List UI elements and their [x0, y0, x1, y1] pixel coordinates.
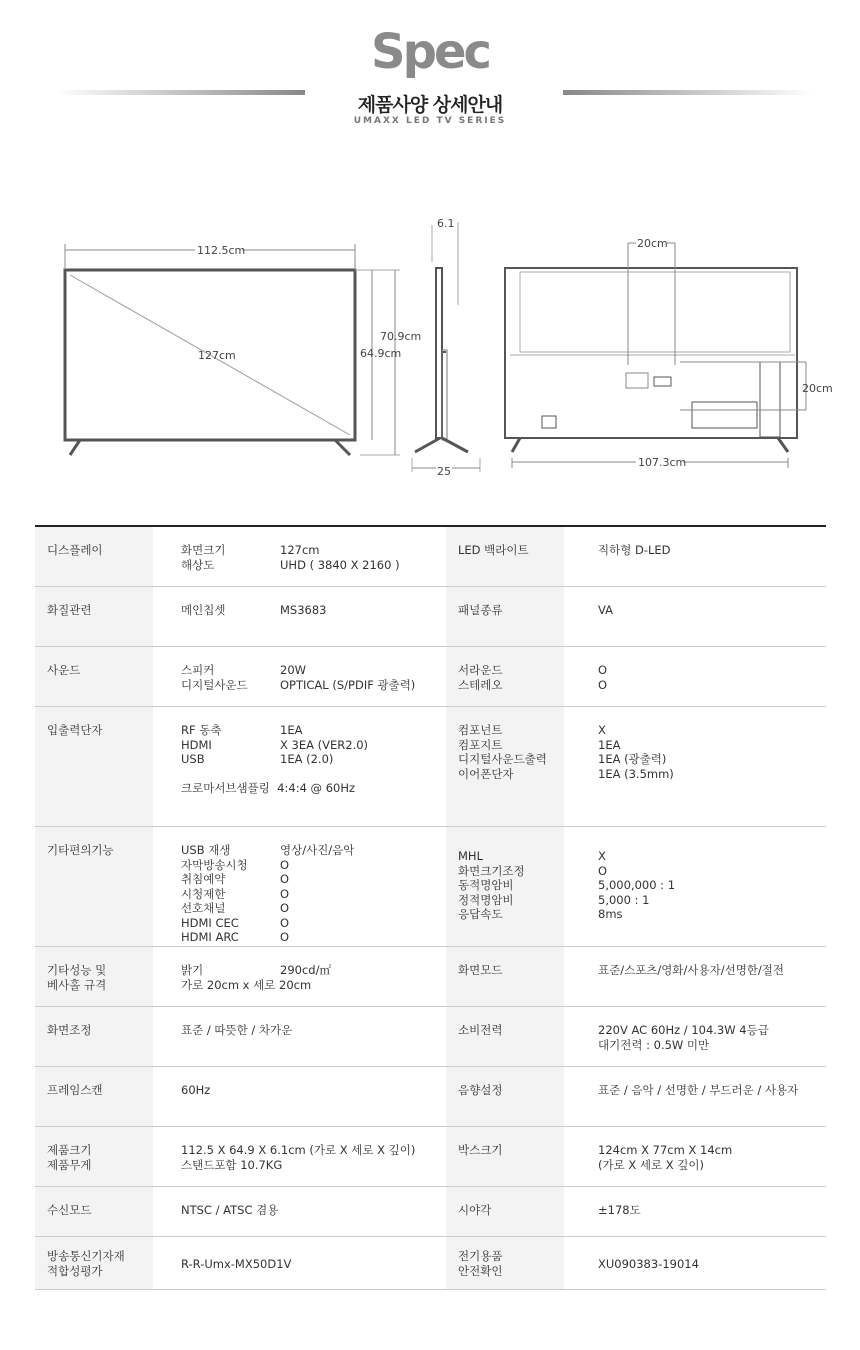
spec-value-line	[181, 752, 446, 767]
spec-value	[153, 947, 446, 1006]
spec-row	[35, 1237, 826, 1290]
spec-value2	[564, 1067, 826, 1126]
spec-value-line	[181, 1023, 446, 1038]
spec-label-text: 음향설정	[458, 1083, 503, 1097]
spec-key: 스피커	[181, 663, 215, 677]
spec-label	[35, 587, 153, 646]
spec-row	[35, 827, 826, 947]
spec-val: 290cd/㎡	[280, 963, 331, 977]
spec-value-line	[181, 930, 446, 945]
spec-label-text: MHL	[458, 849, 483, 863]
spec-gap	[181, 767, 446, 781]
spec-value-line	[181, 1143, 446, 1158]
spec-label-text: 적합성평가	[47, 1263, 103, 1278]
spec-label	[35, 1187, 153, 1236]
spec-table	[35, 525, 826, 1290]
spec-value2-line: 대기전력 : 0.5W 미만	[598, 1037, 710, 1052]
spec-value2	[564, 647, 826, 706]
side-foot-left	[415, 438, 440, 452]
spec-row	[35, 587, 826, 647]
spec-row	[35, 1127, 826, 1187]
spec-val: O	[280, 872, 290, 886]
spec-value-line	[181, 543, 446, 558]
spec-label-text: 컴포넌트	[458, 723, 503, 737]
spec-value-line	[181, 723, 446, 738]
spec-value2-line: VA	[598, 603, 613, 617]
spec-label2	[446, 1067, 564, 1126]
spec-value2	[564, 1237, 826, 1289]
spec-value2-line: O	[598, 863, 608, 878]
spec-label-text: 시야각	[458, 1203, 492, 1217]
spec-val: 1EA	[280, 723, 303, 737]
spec-val: X 3EA (VER2.0)	[280, 737, 369, 752]
spec-logo: Spec	[371, 24, 489, 80]
spec-value-line	[181, 916, 446, 931]
spec-row	[35, 647, 826, 707]
spec-value	[153, 827, 446, 946]
spec-value-line	[181, 1083, 446, 1098]
spec-value-line	[181, 963, 446, 978]
page-title: 제품사양 상세안내	[357, 94, 503, 116]
spec-label2	[446, 947, 564, 1006]
back-port	[654, 377, 671, 386]
back-frame	[505, 268, 797, 438]
spec-key: USB	[181, 752, 205, 766]
spec-key: 112.5 X 64.9 X 6.1cm (가로 X 세로 X 깊이)	[181, 1143, 416, 1157]
spec-label	[35, 647, 153, 706]
back-side-ports	[760, 362, 780, 437]
total-height-label: 70.9cm	[380, 330, 422, 343]
spec-label-text: 응답속도	[458, 907, 503, 921]
dimension-diagram	[0, 200, 860, 490]
spec-value2-line: 5,000 : 1	[598, 892, 650, 907]
spec-value	[153, 1067, 446, 1126]
spec-val: O	[280, 886, 290, 901]
spec-value2-line: X	[598, 849, 606, 863]
back-power-inlet	[542, 416, 556, 428]
spec-label-text: 기타편의기능	[47, 843, 114, 857]
spec-extra: 크로마서브샘플링 4:4:4 @ 60Hz	[181, 780, 356, 795]
spec-value2-line: XU090383-19014	[598, 1257, 699, 1271]
spec-key: 스탠드포함 10.7KG	[181, 1157, 283, 1172]
spec-val: O	[280, 915, 290, 930]
spec-label-text: 기타성능 및	[47, 963, 107, 977]
spec-key: 표준 / 따뜻한 / 차가운	[181, 1023, 293, 1037]
spec-label2	[446, 1127, 564, 1186]
spec-value	[153, 1187, 446, 1236]
spec-label-text: 제품크기	[47, 1143, 92, 1157]
spec-label-text: 디지털사운드출력	[458, 752, 547, 766]
front-width-label: 112.5cm	[197, 244, 246, 257]
spec-value-line	[181, 738, 446, 753]
spec-key: 선호채널	[181, 901, 226, 915]
spec-value-line	[181, 887, 446, 902]
spec-label-text: 입출력단자	[47, 723, 103, 737]
spec-label-text: 동적명암비	[458, 878, 514, 892]
spec-value-line	[181, 901, 446, 916]
spec-value	[153, 1237, 446, 1289]
spec-label	[35, 1007, 153, 1066]
spec-value2	[564, 1127, 826, 1186]
spec-val: 127cm	[280, 543, 320, 557]
spec-label-text: 스테레오	[458, 677, 503, 692]
spec-value	[153, 647, 446, 706]
spec-key: USB 재생	[181, 843, 231, 857]
spec-value2-line: 표준 / 음악 / 선명한 / 부드러운 / 사용자	[598, 1083, 799, 1097]
spec-label	[35, 947, 153, 1006]
spec-value2-line: 1EA	[598, 737, 621, 752]
spec-val: 영상/사진/음악	[280, 843, 355, 857]
spec-val: 1EA (2.0)	[280, 752, 334, 766]
spec-label-text: 정적명암비	[458, 892, 514, 907]
spec-value2-line: 1EA (3.5mm)	[598, 766, 674, 781]
spec-label-text: 박스크기	[458, 1143, 503, 1157]
spec-value2	[564, 527, 826, 586]
side-view	[412, 217, 480, 478]
spec-val: UHD ( 3840 X 2160 )	[280, 557, 400, 572]
spec-label-text: 사운드	[47, 663, 81, 677]
spec-label-text: 프레임스캔	[47, 1083, 103, 1097]
spec-key: 60Hz	[181, 1083, 211, 1097]
spec-value	[153, 527, 446, 586]
spec-label-text: 컴포지트	[458, 737, 503, 752]
spec-key: 시청제한	[181, 886, 226, 901]
spec-value-line	[181, 858, 446, 873]
spec-key: HDMI	[181, 737, 212, 752]
spec-label-text: 소비전력	[458, 1023, 503, 1037]
spec-row	[35, 1187, 826, 1237]
spec-key: 자막방송시청	[181, 857, 248, 872]
spec-value2	[564, 707, 826, 826]
spec-val: O	[280, 901, 290, 915]
side-foot-right	[442, 438, 468, 452]
spec-value2-line: O	[598, 663, 608, 677]
spec-label-text: 방송통신기자재	[47, 1249, 125, 1263]
spec-value2-line: 8ms	[598, 907, 623, 921]
spec-label-text: 화면크기조정	[458, 863, 525, 878]
spec-value2-line: 1EA (광출력)	[598, 752, 667, 766]
spec-label-text: 서라운드	[458, 663, 503, 677]
spec-value2-line: 표준/스포츠/영화/사용자/선명한/절전	[598, 963, 785, 977]
spec-value2-line: O	[598, 677, 608, 692]
spec-key: 메인칩셋	[181, 603, 226, 617]
spec-value2-line: 5,000,000 : 1	[598, 878, 676, 892]
spec-key: 밝기	[181, 963, 204, 977]
spec-row	[35, 1067, 826, 1127]
spec-value2-line: (가로 X 세로 X 깊이)	[598, 1157, 705, 1172]
back-foot-right	[778, 438, 788, 452]
front-foot-left	[70, 440, 80, 455]
spec-label-text: 화면모드	[458, 963, 503, 977]
spec-label-text: 디스플레이	[47, 543, 103, 557]
spec-value-line	[181, 843, 446, 858]
spec-key: 디지털사운드	[181, 677, 248, 692]
page-subtitle: UMAXX LED TV SERIES	[353, 116, 507, 126]
spec-value2-line: 220V AC 60Hz / 104.3W 4등급	[598, 1023, 769, 1037]
spec-value	[153, 707, 446, 826]
spec-value-line	[181, 872, 446, 887]
panel-height-label: 64.9cm	[360, 347, 402, 360]
spec-label	[35, 1067, 153, 1126]
diagonal-label: 127cm	[198, 349, 236, 362]
spec-label	[35, 527, 153, 586]
spec-key: 취침예약	[181, 872, 226, 886]
spec-label	[35, 827, 153, 946]
spec-label	[35, 707, 153, 826]
spec-label2	[446, 527, 564, 586]
spec-value2-line: 직하형 D-LED	[598, 543, 671, 557]
spec-value-line	[181, 1158, 446, 1173]
spec-label2	[446, 707, 564, 826]
back-upper-panel	[520, 272, 790, 352]
spec-value-line	[181, 603, 446, 618]
spec-value-line	[181, 1257, 446, 1272]
spec-value2-line: ±178도	[598, 1203, 641, 1217]
front-view	[65, 244, 421, 455]
spec-value-line	[181, 978, 446, 993]
spec-row	[35, 527, 826, 587]
back-label-plate	[626, 373, 648, 388]
spec-label-text: 안전확인	[458, 1263, 503, 1278]
depth-label: 6.1	[437, 217, 455, 230]
spec-label	[35, 1127, 153, 1186]
stand-span-label: 107.3cm	[638, 456, 687, 469]
spec-label2	[446, 1237, 564, 1289]
page-header	[0, 0, 860, 140]
spec-label2	[446, 1187, 564, 1236]
spec-value2	[564, 587, 826, 646]
spec-value-line	[181, 663, 446, 678]
spec-label-text: 베사홀 규격	[47, 977, 107, 992]
spec-value-line	[181, 678, 446, 693]
back-terminal-block	[692, 402, 757, 428]
spec-label2	[446, 647, 564, 706]
spec-label-text: 수신모드	[47, 1203, 92, 1217]
spec-label-text: 제품무게	[47, 1157, 92, 1172]
spec-label-text: 전기용품	[458, 1249, 503, 1263]
spec-val: 20W	[280, 663, 307, 677]
spec-key: 가로 20cm x 세로 20cm	[181, 977, 312, 992]
spec-key: 해상도	[181, 557, 215, 572]
spec-value-line	[181, 1203, 446, 1218]
spec-val: O	[280, 857, 290, 872]
spec-key: HDMI CEC	[181, 915, 239, 930]
spec-value	[153, 1007, 446, 1066]
spec-label-text: LED 백라이트	[458, 543, 529, 557]
spec-value2	[564, 1007, 826, 1066]
back-view	[505, 237, 833, 469]
vesa-h-label: 20cm	[637, 237, 668, 250]
spec-label	[35, 1237, 153, 1289]
spec-value2	[564, 827, 826, 946]
spec-label2	[446, 1007, 564, 1066]
spec-value2-line: X	[598, 723, 606, 737]
spec-row	[35, 707, 826, 827]
spec-label-text: 화면조정	[47, 1023, 92, 1037]
spec-label2	[446, 587, 564, 646]
vesa-v-label: 20cm	[802, 382, 833, 395]
spec-value2	[564, 1187, 826, 1236]
spec-row	[35, 1007, 826, 1067]
spec-value-line	[181, 558, 446, 573]
spec-value	[153, 587, 446, 646]
spec-value2	[564, 947, 826, 1006]
spec-label-text: 화질관련	[47, 603, 92, 617]
front-foot-right	[335, 440, 350, 455]
spec-key: RF 동축	[181, 723, 222, 737]
spec-val: OPTICAL (S/PDIF 광출력)	[280, 677, 416, 692]
spec-val: O	[280, 930, 290, 944]
spec-label2	[446, 827, 564, 946]
spec-key: HDMI ARC	[181, 930, 239, 944]
spec-val: MS3683	[280, 603, 327, 617]
side-panel	[436, 268, 442, 438]
spec-row	[35, 947, 826, 1007]
spec-key: R-R-Umx-MX50D1V	[181, 1257, 292, 1271]
spec-value	[153, 1127, 446, 1186]
spec-key: 화면크기	[181, 543, 226, 557]
spec-label-text: 이어폰단자	[458, 766, 514, 781]
spec-value2-line: 124cm X 77cm X 14cm	[598, 1143, 733, 1157]
stand-depth-label: 25	[437, 465, 451, 478]
back-foot-left	[512, 438, 520, 452]
spec-key: NTSC / ATSC 겸용	[181, 1203, 279, 1217]
spec-label-text: 패널종류	[458, 603, 503, 617]
